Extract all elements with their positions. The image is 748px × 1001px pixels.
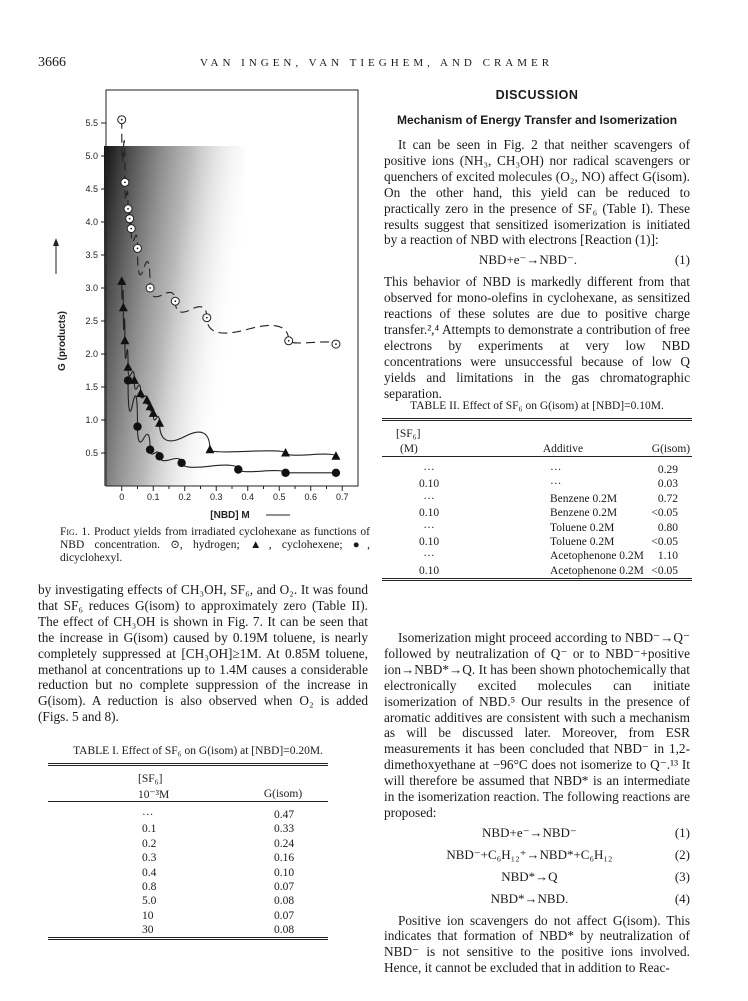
table-cell: 0.80 xyxy=(657,521,678,534)
equation-number: (3) xyxy=(674,868,690,884)
left-column-text xyxy=(38,582,368,725)
table-cell: 0.16 xyxy=(274,852,295,865)
equation-number: (1) xyxy=(674,824,690,840)
hydrogen-point-dot xyxy=(127,208,129,210)
table-cell: 0.10 xyxy=(274,866,295,879)
table-cell: 0.10 xyxy=(418,564,440,577)
equation-number: (2) xyxy=(674,846,690,862)
table-2-caption: TABLE II. Effect of SF₆ on G(isom) at [NBD]=0.10M. xyxy=(410,400,664,412)
equation-list xyxy=(384,825,690,907)
table-cell: 0.08 xyxy=(274,895,295,908)
x-tick-label: 0.7 xyxy=(335,492,349,502)
hydrogen-point-dot xyxy=(335,343,337,345)
dicyclohexyl-point xyxy=(332,469,340,477)
table-cell: 0.4 xyxy=(142,866,157,879)
table-row xyxy=(382,564,692,580)
hydrogen-point-dot xyxy=(174,300,176,302)
table-2-col3-header: G(isom) xyxy=(651,442,691,455)
dicyclohexyl-point xyxy=(146,446,154,454)
table-1-caption: TABLE I. Effect of SF₆ on G(isom) at [NBD]=0.20M. xyxy=(73,745,323,757)
discussion-text xyxy=(384,137,690,402)
paragraph: Isomerization might proceed according to NBD⁻→Q⁻ followed by neutralization of Q⁻ or to NBD⁻+positive ion→NBD*→Q. It has been shown photochemically that electronically excited molecules can initiate isomerization of NBD.⁵ Our results in the presence of aromatic additives are consistent with such a mechanism as will be discussed later. Moreover, from ESR measurements it has been concluded that NBD⁻ in 1,2-dimethoxyethane at −96°C does not isomerize to Q⁻.¹³ It will therefore be assumed that NBD* is an intermediate in the isomerization reaction. The following reactions are proposed: xyxy=(384,630,690,820)
table-cell: 0.29 xyxy=(657,463,678,476)
table-cell: <0.05 xyxy=(651,507,678,520)
y-tick-label: 4.0 xyxy=(85,217,98,227)
table-1-grid xyxy=(48,763,328,944)
x-tick-label: 0.5 xyxy=(272,492,286,502)
x-tick-label: 0.2 xyxy=(178,492,192,502)
table-cell: 0.3 xyxy=(142,852,157,865)
table-cell: Acetophenone 0.2M xyxy=(550,564,644,577)
running-head: VAN INGEN, VAN TIEGHEM, AND CRAMER xyxy=(200,57,554,69)
table-row xyxy=(382,549,692,563)
figure-1-chart xyxy=(38,86,368,526)
figure-1-caption xyxy=(60,526,370,565)
y-axis-label: G (products) xyxy=(57,311,68,371)
section-subheading: Mechanism of Energy Transfer and Isomerization xyxy=(396,113,678,127)
discussion-heading: DISCUSSION xyxy=(495,88,579,102)
x-tick-label: 0.4 xyxy=(241,492,255,502)
table-2 xyxy=(382,400,692,585)
equation xyxy=(384,847,690,863)
equation xyxy=(384,869,690,885)
figure-1 xyxy=(38,86,368,531)
hydrogen-point-dot xyxy=(149,287,151,289)
y-tick-label: 2.5 xyxy=(85,316,98,326)
table-row xyxy=(48,837,328,851)
table-1-col1-header: [SF₆] xyxy=(138,773,163,786)
y-tick-label: 2.0 xyxy=(85,349,98,359)
table-cell: 5.0 xyxy=(142,895,157,908)
table-cell: Acetophenone 0.2M xyxy=(550,550,644,563)
caption-label: Fig. 1. xyxy=(60,526,91,538)
table-cell: 0.10 xyxy=(418,507,440,520)
table-row xyxy=(48,894,328,908)
dicyclohexyl-point xyxy=(177,459,185,467)
table-cell: 10 xyxy=(142,909,154,922)
dicyclohexyl-point xyxy=(124,376,132,384)
hydrogen-point-dot xyxy=(121,119,123,121)
equation-text: NBD*→NBD. xyxy=(490,890,569,906)
x-tick-label: 0.6 xyxy=(304,492,318,502)
equation-1 xyxy=(384,252,690,268)
equation xyxy=(384,825,690,841)
table-cell: 0.10 xyxy=(418,478,440,491)
table-cell: 0.2 xyxy=(142,837,157,850)
dicyclohexyl-point xyxy=(281,469,289,477)
table-cell: 0.10 xyxy=(418,535,440,548)
equation-text: NBD*→Q xyxy=(501,868,558,884)
dicyclohexyl-point xyxy=(155,452,163,460)
table-2-grid xyxy=(382,418,692,585)
table-cell: 0.8 xyxy=(142,880,157,893)
table-cell: <0.05 xyxy=(651,564,678,577)
table-row xyxy=(382,477,692,491)
equation xyxy=(384,891,690,907)
table-cell: 0.33 xyxy=(274,823,295,836)
paragraph: Positive ion scavengers do not affect G(isom). This indicates that formation of NBD* by neutralization of NBD⁻ is not sensitive to the positive ions involved. Hence, it cannot be excluded that in addition to Reac- xyxy=(384,912,690,976)
x-tick-label: 0 xyxy=(119,492,125,502)
hydrogen-point-dot xyxy=(137,248,139,250)
table-cell: Benzene 0.2M xyxy=(550,492,618,505)
paragraph: This behavior of NBD is markedly different from that observed for mono-olefins in cyclohexane, as sensitized reactions of these solutes are due to positive charge transfer.²,⁴ Attempts to demonstrate a contribution of free electrons by experiments at very low NBD concentrations were unsuccessful because of low Q yields and limitations in the gas chromatographic separation. xyxy=(384,274,690,401)
table-cell: 0.1 xyxy=(142,823,157,836)
x-axis-label: [NBD] M xyxy=(210,510,250,521)
table-row xyxy=(382,535,692,549)
paragraph: It can be seen in Fig. 2 that neither scavengers of positive ions (NH₃, CH₃OH) nor radical scavengers or quenchers of excited molecules (O₂, NO) affect G(isom). On the other hand, this yield can be reduced to practically zero in the presence of SF₆ (Table I). These results suggest that sensitized isomerization is initiated by a reaction of NBD with electrons [Reaction (1)]: xyxy=(384,137,690,248)
page-number: 3666 xyxy=(38,55,66,70)
hydrogen-point-dot xyxy=(288,340,290,342)
table-cell: ··· xyxy=(142,808,154,821)
table-row xyxy=(48,923,328,939)
mechanism-text xyxy=(384,630,690,976)
equation-text: NBD+e⁻→NBD⁻. xyxy=(479,252,577,268)
y-tick-label: 1.5 xyxy=(85,382,98,392)
hydrogen-point-dot xyxy=(124,182,126,184)
table-cell: 0.07 xyxy=(274,880,295,893)
equation-number: (4) xyxy=(674,890,690,906)
table-cell: ··· xyxy=(423,521,435,534)
x-tick-label: 0.1 xyxy=(146,492,160,502)
dicyclohexyl-point xyxy=(133,422,141,430)
y-tick-label: 3.0 xyxy=(85,283,98,293)
x-tick-label: 0.3 xyxy=(209,492,223,502)
equation-number: (1) xyxy=(674,252,690,268)
y-tick-label: 0.5 xyxy=(85,448,98,458)
equation-text: NBD⁻+C₆H₁₂⁺→NBD*+C₆H₁₂ xyxy=(446,846,613,862)
table-cell: ··· xyxy=(550,463,562,476)
table-cell: 0.07 xyxy=(274,909,295,922)
y-tick-label: 5.5 xyxy=(85,118,98,128)
table-cell: Benzene 0.2M xyxy=(550,507,618,520)
table-cell: ··· xyxy=(423,550,435,563)
table-2-col2-header: Additive xyxy=(542,442,584,455)
table-row xyxy=(48,808,328,822)
hydrogen-point-dot xyxy=(129,218,131,220)
hydrogen-point-dot xyxy=(206,317,208,319)
table-cell: ··· xyxy=(423,492,435,505)
table-cell: 0.47 xyxy=(274,808,295,821)
table-2-col1-unit: (M) xyxy=(400,442,418,455)
table-row xyxy=(48,865,328,879)
table-row xyxy=(48,909,328,923)
table-cell: 0.24 xyxy=(274,837,295,850)
dicyclohexyl-point xyxy=(234,465,242,473)
table-row xyxy=(48,880,328,894)
equation-text: NBD+e⁻→NBD⁻ xyxy=(482,824,577,840)
table-cell: <0.05 xyxy=(651,535,678,548)
y-tick-label: 3.5 xyxy=(85,250,98,260)
y-tick-label: 1.0 xyxy=(85,415,98,425)
table-cell: Toluene 0.2M xyxy=(550,521,615,534)
table-row xyxy=(382,520,692,534)
table-row xyxy=(48,851,328,865)
cyclohexene-point xyxy=(281,448,290,457)
caption-text: Product yields from irradiated cyclohexane as functions of NBD concentration. ⊙, hydrogen; ▲, cyclohexene; ●, dicyclohexyl. xyxy=(60,526,370,564)
table-cell: Toluene 0.2M xyxy=(550,535,615,548)
table-row xyxy=(382,463,692,477)
table-row xyxy=(48,822,328,836)
table-cell: 30 xyxy=(142,924,154,937)
table-1 xyxy=(48,745,348,944)
y-axis-arrowhead xyxy=(53,238,59,246)
table-1-col1-unit: 10⁻³M xyxy=(138,788,170,801)
y-tick-label: 4.5 xyxy=(85,184,98,194)
paragraph: by investigating effects of CH₃OH, SF₆, and O₂. It was found that SF₆ reduces G(isom) to approximately zero (Table II). The effect of CH₃OH is shown in Fig. 7. It can be seen that the increase in G(isom) caused by 0.19M toluene, is nearly completely suppressed at [CH₃OH]≥1M. At 0.85M toluene, methanol at concentrations up to 1.4M causes a considerable reduction but no complete suppression of the increase in G(isom). A reduction is also observed when O₂ is added (Figs. 5 and 8). xyxy=(38,582,368,725)
table-cell: ··· xyxy=(550,478,562,491)
table-2-col1-header: [SF₆] xyxy=(396,428,421,441)
y-tick-label: 5.0 xyxy=(85,151,98,161)
table-row xyxy=(382,492,692,506)
hydrogen-point-dot xyxy=(130,228,132,230)
table-1-col2-header: G(isom) xyxy=(263,787,303,800)
cyclohexene-point xyxy=(331,451,340,460)
table-cell: 1.10 xyxy=(657,550,678,563)
table-cell: 0.08 xyxy=(274,924,295,937)
table-cell: 0.03 xyxy=(657,478,678,491)
table-row xyxy=(382,506,692,520)
table-cell: 0.72 xyxy=(657,492,678,505)
table-cell: ··· xyxy=(423,463,435,476)
